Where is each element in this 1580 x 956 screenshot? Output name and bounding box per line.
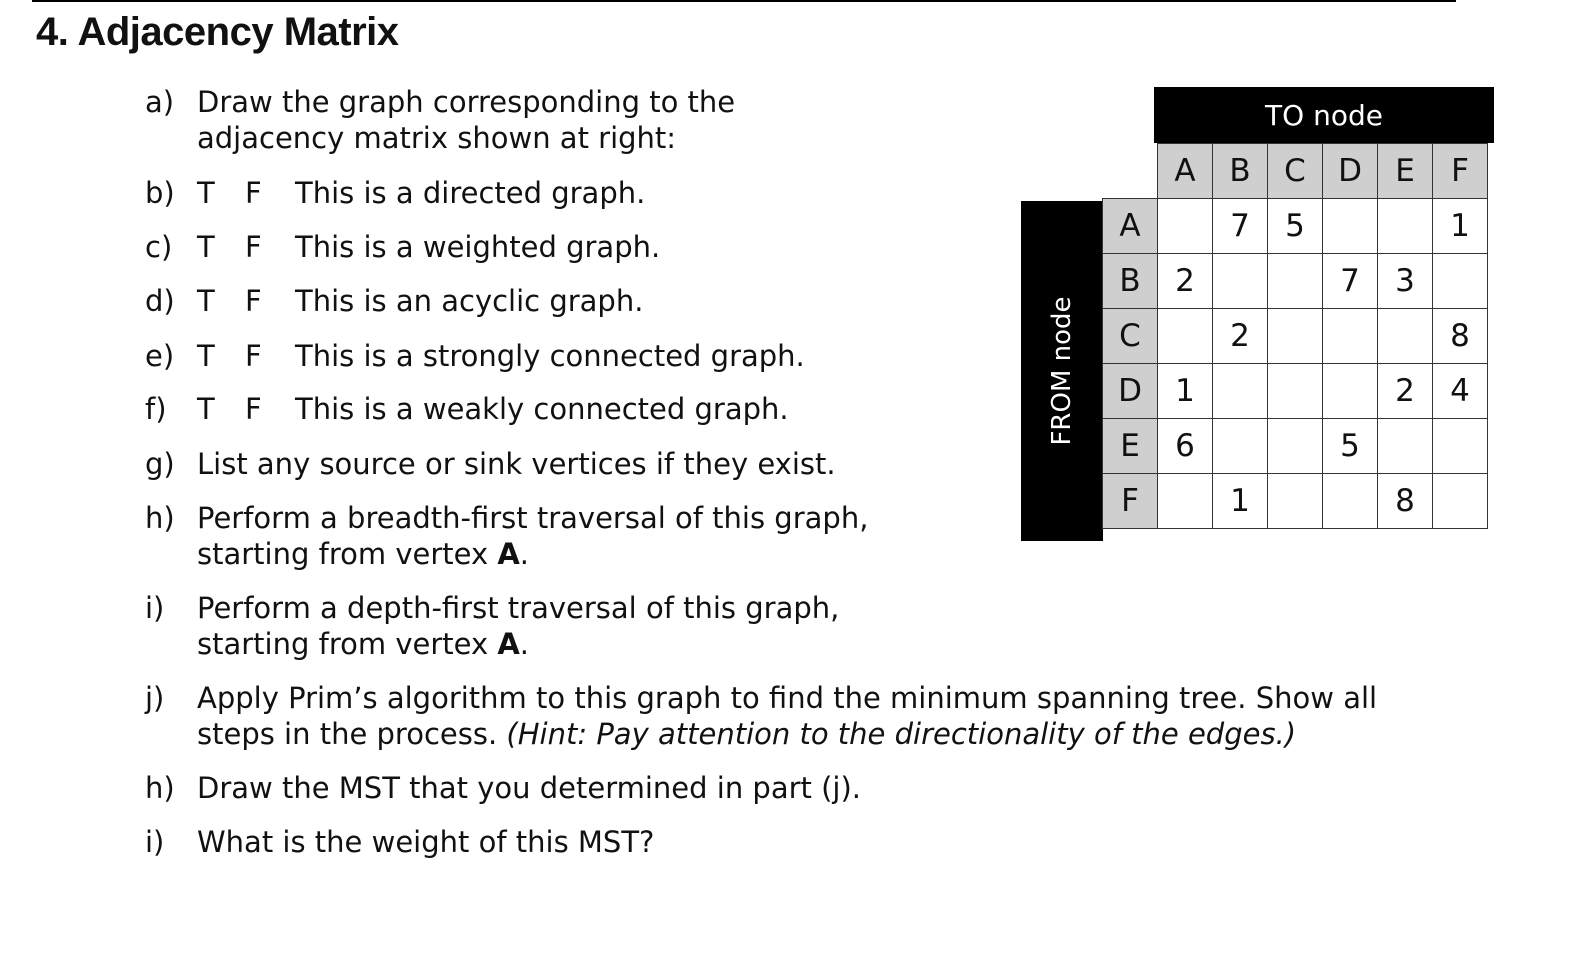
matrix-cell: 1	[1213, 474, 1268, 529]
section-title: 4. Adjacency Matrix	[36, 10, 399, 54]
matrix-cell: 2	[1213, 309, 1268, 364]
question-text: This is a weakly connected graph.	[295, 392, 789, 426]
matrix-cell	[1268, 364, 1323, 419]
question-text-line2: starting from vertex A.	[197, 537, 529, 571]
question-label: h)	[145, 501, 175, 535]
true-option[interactable]: T	[197, 392, 215, 426]
question-text: List any source or sink vertices if they exist.	[197, 447, 836, 481]
matrix-cell: 3	[1378, 254, 1433, 309]
matrix-cell: 1	[1158, 364, 1213, 419]
matrix-cell: 5	[1268, 199, 1323, 254]
column-header: C	[1268, 144, 1323, 199]
question-text-line2: adjacency matrix shown at right:	[197, 121, 677, 155]
true-option[interactable]: T	[197, 339, 215, 373]
question-label: e)	[145, 339, 175, 373]
question-text-line2: starting from vertex A.	[197, 627, 529, 661]
adjacency-matrix	[1102, 143, 1488, 529]
matrix-row	[1103, 364, 1488, 419]
hint-text: (Hint: Pay attention to the directionality of the edges.)	[506, 717, 1297, 751]
matrix-cell	[1323, 474, 1378, 529]
matrix-cell: 5	[1323, 419, 1378, 474]
to-node-label: TO node	[1265, 98, 1383, 132]
column-header-row	[1103, 144, 1488, 199]
matrix-cell: 7	[1213, 199, 1268, 254]
question-text-line1: Perform a depth-first traversal of this graph,	[197, 591, 840, 625]
false-option[interactable]: F	[245, 392, 262, 426]
question-text: Draw the MST that you determined in part (j).	[197, 771, 862, 805]
row-header: F	[1103, 474, 1158, 529]
question-text-line1: Draw the graph corresponding to the	[197, 85, 736, 119]
column-header: A	[1158, 144, 1213, 199]
matrix-row	[1103, 419, 1488, 474]
column-header: D	[1323, 144, 1378, 199]
question-text: This is a strongly connected graph.	[295, 339, 805, 373]
matrix-cell	[1158, 474, 1213, 529]
matrix-cell	[1323, 309, 1378, 364]
row-header: D	[1103, 364, 1158, 419]
matrix-cell	[1378, 199, 1433, 254]
matrix-cell: 2	[1158, 254, 1213, 309]
row-header: E	[1103, 419, 1158, 474]
question-text-line2: steps in the process. (Hint: Pay attention to the directionality of the edges.)	[197, 717, 1297, 751]
question-label: i)	[145, 591, 165, 625]
matrix-corner	[1103, 144, 1158, 199]
matrix-cell	[1433, 419, 1488, 474]
question-label: j)	[145, 681, 165, 715]
false-option[interactable]: F	[245, 284, 262, 318]
matrix-row	[1103, 254, 1488, 309]
matrix-cell	[1158, 309, 1213, 364]
question-text: This is a directed graph.	[295, 176, 646, 210]
question-label: d)	[145, 284, 175, 318]
question-text-line1: Apply Prim’s algorithm to this graph to find the minimum spanning tree. Show all	[197, 681, 1378, 715]
question-label: f)	[145, 392, 167, 426]
matrix-cell: 4	[1433, 364, 1488, 419]
question-label: c)	[145, 230, 173, 264]
question-text-line1: Perform a breadth-first traversal of this graph,	[197, 501, 869, 535]
question-text: This is a weighted graph.	[295, 230, 661, 264]
matrix-cell	[1213, 364, 1268, 419]
top-rule	[32, 0, 1456, 2]
question-text: What is the weight of this MST?	[197, 825, 655, 859]
column-header: E	[1378, 144, 1433, 199]
matrix-cell	[1433, 254, 1488, 309]
from-node-label: FROM node	[1047, 296, 1077, 446]
matrix-cell: 8	[1433, 309, 1488, 364]
column-header: F	[1433, 144, 1488, 199]
question-label: h)	[145, 771, 175, 805]
matrix-cell	[1268, 474, 1323, 529]
column-header: B	[1213, 144, 1268, 199]
row-header: B	[1103, 254, 1158, 309]
matrix-cell	[1158, 199, 1213, 254]
question-label: b)	[145, 176, 175, 210]
matrix-cell	[1378, 309, 1433, 364]
matrix-cell: 8	[1378, 474, 1433, 529]
matrix-cell: 6	[1158, 419, 1213, 474]
matrix-cell: 2	[1378, 364, 1433, 419]
matrix-cell: 7	[1323, 254, 1378, 309]
matrix-cell	[1213, 419, 1268, 474]
matrix-cell	[1268, 419, 1323, 474]
matrix-cell	[1268, 254, 1323, 309]
matrix-cell	[1433, 474, 1488, 529]
question-label: g)	[145, 447, 175, 481]
matrix-row	[1103, 309, 1488, 364]
matrix-row	[1103, 474, 1488, 529]
matrix-cell	[1213, 254, 1268, 309]
true-option[interactable]: T	[197, 176, 215, 210]
question-label: a)	[145, 85, 175, 119]
matrix-cell: 1	[1433, 199, 1488, 254]
false-option[interactable]: F	[245, 176, 262, 210]
row-header: A	[1103, 199, 1158, 254]
to-node-header	[1154, 87, 1494, 143]
question-label: i)	[145, 825, 165, 859]
matrix-cell	[1323, 364, 1378, 419]
matrix-cell	[1323, 199, 1378, 254]
matrix-cell	[1378, 419, 1433, 474]
false-option[interactable]: F	[245, 339, 262, 373]
true-option[interactable]: T	[197, 230, 215, 264]
matrix-row	[1103, 199, 1488, 254]
from-node-header	[1021, 201, 1103, 541]
question-text: This is an acyclic graph.	[295, 284, 644, 318]
false-option[interactable]: F	[245, 230, 262, 264]
true-option[interactable]: T	[197, 284, 215, 318]
start-vertex: A	[497, 537, 520, 571]
row-header: C	[1103, 309, 1158, 364]
start-vertex: A	[497, 627, 520, 661]
matrix-cell	[1268, 309, 1323, 364]
